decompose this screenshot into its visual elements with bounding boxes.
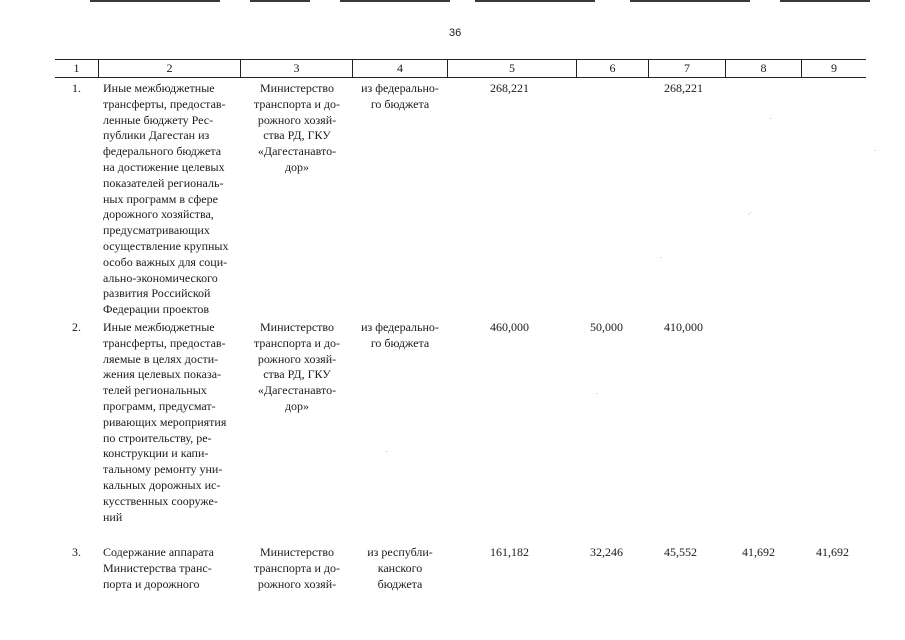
page-number: 36 (449, 27, 462, 39)
description-cell: Содержание аппарата Министерства транс- порта и дорожного (103, 545, 214, 591)
top-border-line (475, 0, 595, 2)
description-cell: Иные межбюджетные трансферты, предостав- ленные бюджету Рес- публики Дагестан из федерального бюджета на достижение целевых показателей региональ- ных программ в сфере дорожного хозяйства, предусматривающих осуществление крупных особо важных для соци- ально-экономического развития Российской Федерации проектов (103, 81, 229, 317)
header-cell: 2 (98, 60, 240, 77)
scan-speck (748, 214, 749, 215)
value-col7: 410,000 (664, 320, 703, 334)
header-cell: 4 (352, 60, 447, 77)
row-number: 3. (72, 545, 81, 559)
source-cell: из республи- канского бюджета (367, 545, 433, 591)
header-cell: 8 (725, 60, 801, 77)
top-border-line (250, 0, 310, 2)
top-border-line (90, 0, 220, 2)
top-border-line (630, 0, 750, 2)
value-col5: 268,221 (490, 81, 529, 95)
value-col9: 41,692 (816, 545, 849, 559)
header-cell: 6 (576, 60, 648, 77)
value-col6: 32,246 (590, 545, 623, 559)
row-number: 1. (72, 81, 81, 95)
source-cell: из федерально- го бюджета (361, 320, 439, 350)
value-col6: 50,000 (590, 320, 623, 334)
description-cell: Иные межбюджетные трансферты, предостав- ляемые в целях дости- жения целевых показа- телей региональных программ, предусмат- ривающих мероприятия по строительству, ре- конструкции и капи- тальному ремонту уни- кальных дорожных ис- кусственных сооруже- ний (103, 320, 227, 524)
scan-speck (386, 451, 387, 452)
value-col5: 161,182 (490, 545, 529, 559)
scan-speck (750, 212, 751, 213)
value-col7: 45,552 (664, 545, 697, 559)
value-col7: 268,221 (664, 81, 703, 95)
scan-speck (770, 118, 771, 119)
header-cell: 3 (240, 60, 352, 77)
header-cell: 5 (447, 60, 576, 77)
executor-cell: Министерство транспорта и до- рожного хозяй- ства РД, ГКУ «Дагестанавто- дор» (254, 81, 340, 174)
header-cell: 9 (801, 60, 866, 77)
executor-cell: Министерство транспорта и до- рожного хозяй- ства РД, ГКУ «Дагестанавто- дор» (254, 320, 340, 413)
table-header (55, 59, 866, 78)
value-col5: 460,000 (490, 320, 529, 334)
source-cell: из федерально- го бюджета (361, 81, 439, 111)
header-cell: 1 (73, 61, 80, 75)
top-border-line (780, 0, 870, 2)
row-number: 2. (72, 320, 81, 334)
top-border-line (340, 0, 450, 2)
header-cell: 7 (648, 60, 725, 77)
scan-speck (875, 150, 876, 151)
scan-speck (596, 393, 597, 394)
value-col8: 41,692 (742, 545, 775, 559)
scan-speck (660, 257, 661, 258)
executor-cell: Министерство транспорта и до- рожного хозяй- (254, 545, 340, 591)
